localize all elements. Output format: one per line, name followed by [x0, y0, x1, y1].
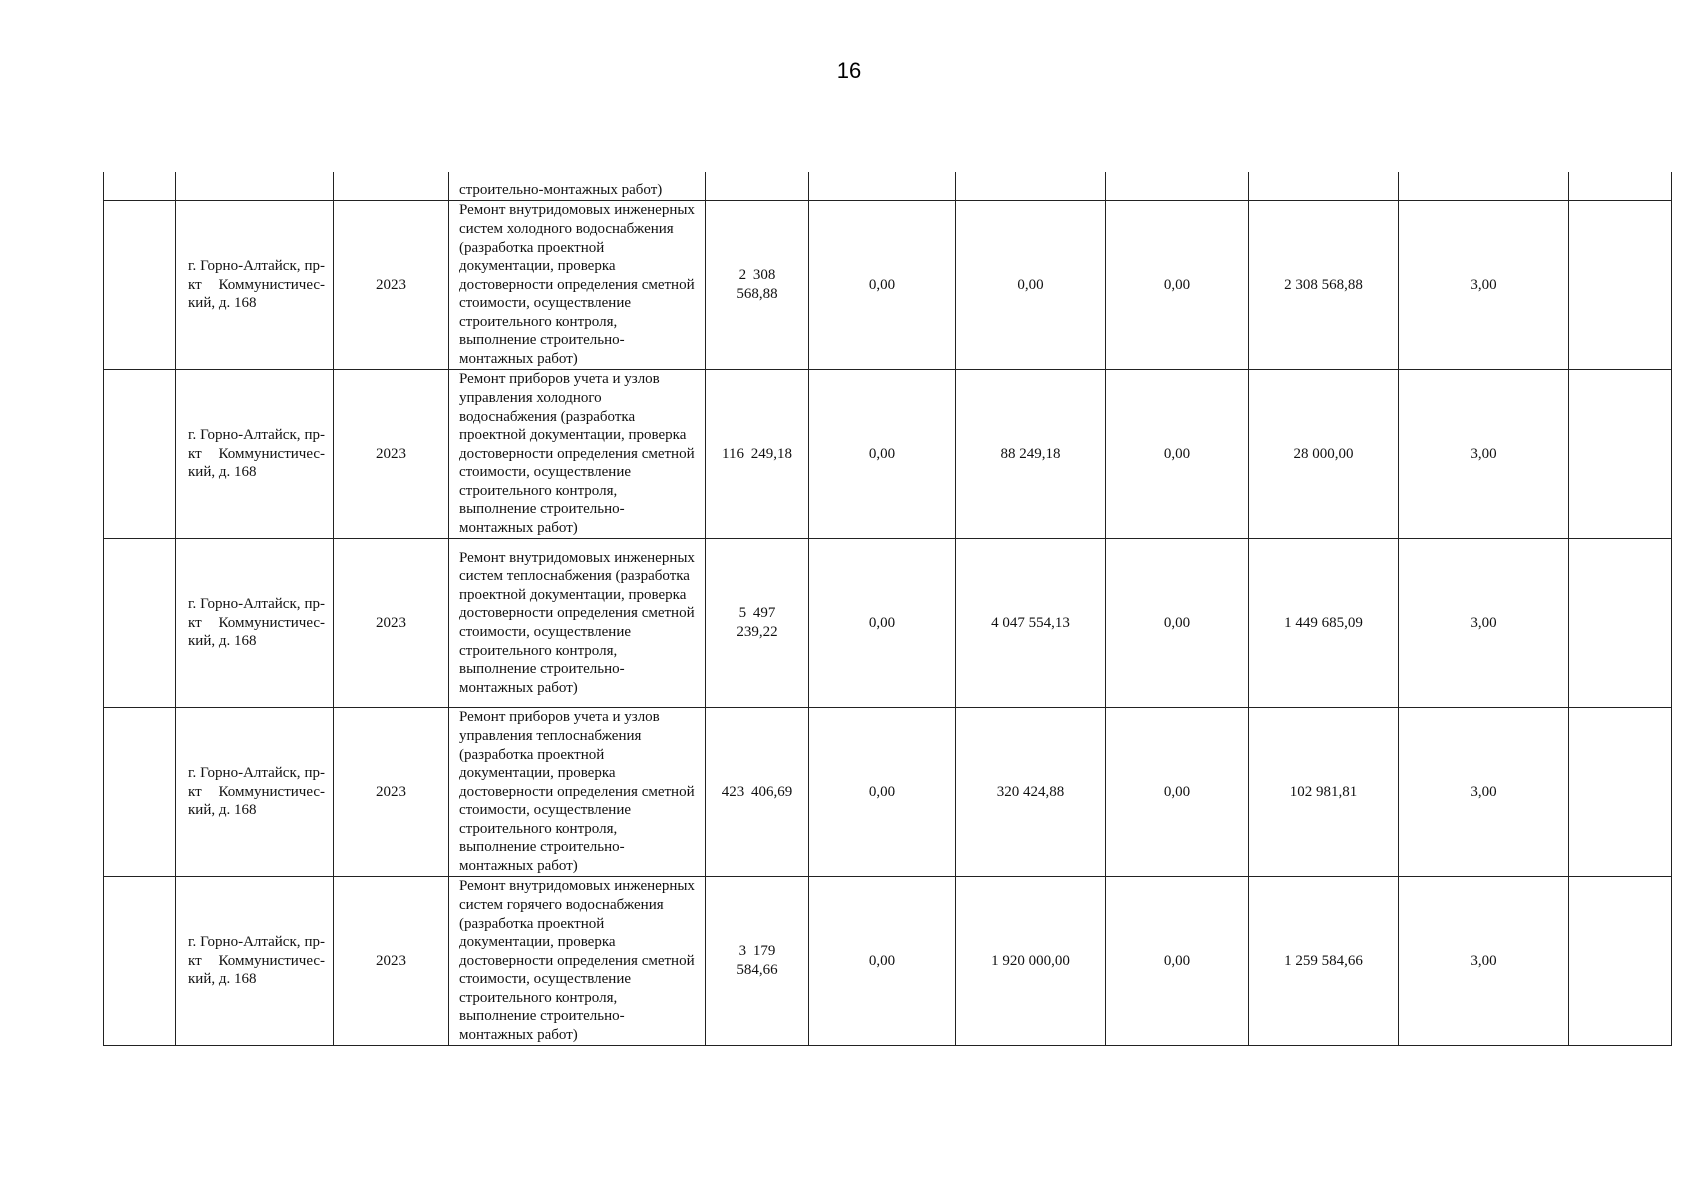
description-cell: Ремонт приборов учета и узлов управления теплоснабжения (разработка проектной документации, проверка достоверности определения сметной стоимости, осуществление строительного контроля, выполнение строительно-монтажных работ): [449, 708, 706, 877]
value-cell: 88 249,18: [956, 370, 1106, 539]
value-cell: 0,00: [809, 201, 956, 370]
value-cell: 102 981,81: [1249, 708, 1399, 877]
table-cell: [104, 539, 176, 708]
description-cell: Ремонт внутридомовых инженерных систем холодного водоснабжения (разработка проектной документации, проверка достоверности определения сметной стоимости, осуществление строительного контроля, выполнение строительно-монтажных работ): [449, 201, 706, 370]
value-cell: 2 308 568,88: [1249, 201, 1399, 370]
year-cell: 2023: [334, 539, 449, 708]
description-cell: Ремонт внутридомовых инженерных систем горячего водоснабжения (разработка проектной документации, проверка достоверности определения сметной стоимости, осуществление строительного контроля, выполнение строительно-монтажных работ): [449, 877, 706, 1046]
value-cell: 3,00: [1399, 201, 1569, 370]
value-cell: 0,00: [1106, 539, 1249, 708]
description-cell: Ремонт внутридомовых инженерных систем теплоснабжения (разработка проектной документации, проверка достоверности определения сметной стоимости, осуществление строительного контроля, выполнение строительно-монтажных работ): [449, 539, 706, 708]
address-cell: г. Горно-Алтайск, пр-кт Коммунистичес-кий, д. 168: [176, 877, 334, 1046]
address-cell: г. Горно-Алтайск, пр-кт Коммунистичес-кий, д. 168: [176, 708, 334, 877]
address-cell: г. Горно-Алтайск, пр-кт Коммунистичес-кий, д. 168: [176, 370, 334, 539]
year-cell: 2023: [334, 201, 449, 370]
table-cell: [1569, 172, 1672, 201]
total-cost-value: 3 179 584,66: [736, 943, 778, 978]
value-cell: 0,00: [1106, 201, 1249, 370]
table-cell: [1249, 172, 1399, 201]
address-cell: г. Горно-Алтайск, пр-кт Коммунистичес-кий, д. 168: [176, 539, 334, 708]
value-cell: 0,00: [809, 877, 956, 1046]
total-cost-cell: [706, 370, 809, 539]
total-cost-cell: [706, 201, 809, 370]
total-cost-value: 2 308 568,88: [736, 267, 778, 302]
table-cell: [1106, 172, 1249, 201]
year-cell: 2023: [334, 877, 449, 1046]
value-cell: 0,00: [1106, 877, 1249, 1046]
year-cell: 2023: [334, 370, 449, 539]
value-cell: 0,00: [1106, 708, 1249, 877]
value-cell: 1 259 584,66: [1249, 877, 1399, 1046]
address-cell: г. Горно-Алтайск, пр-кт Коммунистичес-кий, д. 168: [176, 201, 334, 370]
table-cell: [104, 708, 176, 877]
total-cost-cell: [706, 877, 809, 1046]
table-cell: [1399, 172, 1569, 201]
total-cost-value: 423 406,69: [721, 783, 793, 800]
table-cell: [176, 172, 334, 201]
value-cell: 3,00: [1399, 708, 1569, 877]
table-cell: [809, 172, 956, 201]
description-cell: Ремонт приборов учета и узлов управления холодного водоснабжения (разработка проектной документации, проверка достоверности определения сметной стоимости, осуществление строительного контроля, выполнение строительно-монтажных работ): [449, 370, 706, 539]
table-row: [104, 539, 1672, 708]
value-cell: 28 000,00: [1249, 370, 1399, 539]
value-cell: 0,00: [809, 708, 956, 877]
table-cell: [1569, 877, 1672, 1046]
table-row: [104, 370, 1672, 539]
table-cell: [1569, 201, 1672, 370]
value-cell: 0,00: [809, 539, 956, 708]
continuation-row: [104, 172, 1672, 201]
value-cell: 3,00: [1399, 539, 1569, 708]
value-cell: 1 920 000,00: [956, 877, 1106, 1046]
table-cell: [1569, 708, 1672, 877]
value-cell: 1 449 685,09: [1249, 539, 1399, 708]
total-cost-cell: [706, 708, 809, 877]
table-row: [104, 877, 1672, 1046]
value-cell: 0,00: [1106, 370, 1249, 539]
table-cell: [334, 172, 449, 201]
table-cell: [1569, 370, 1672, 539]
value-cell: 320 424,88: [956, 708, 1106, 877]
capital-repair-table: [103, 172, 1672, 1046]
continuation-text: строительно-монтажных работ): [449, 172, 706, 201]
year-cell: 2023: [334, 708, 449, 877]
total-cost-value: 116 249,18: [722, 445, 792, 462]
table-cell: [706, 172, 809, 201]
value-cell: 4 047 554,13: [956, 539, 1106, 708]
total-cost-value: 5 497 239,22: [736, 605, 778, 640]
value-cell: 3,00: [1399, 877, 1569, 1046]
table-row: [104, 708, 1672, 877]
table-row: [104, 201, 1672, 370]
total-cost-cell: [706, 539, 809, 708]
value-cell: 3,00: [1399, 370, 1569, 539]
value-cell: 0,00: [809, 370, 956, 539]
table-cell: [956, 172, 1106, 201]
table-cell: [104, 370, 176, 539]
page-number: 16: [836, 58, 862, 83]
table-cell: [104, 172, 176, 201]
table-cell: [1569, 539, 1672, 708]
value-cell: 0,00: [956, 201, 1106, 370]
table-cell: [104, 201, 176, 370]
table-cell: [104, 877, 176, 1046]
